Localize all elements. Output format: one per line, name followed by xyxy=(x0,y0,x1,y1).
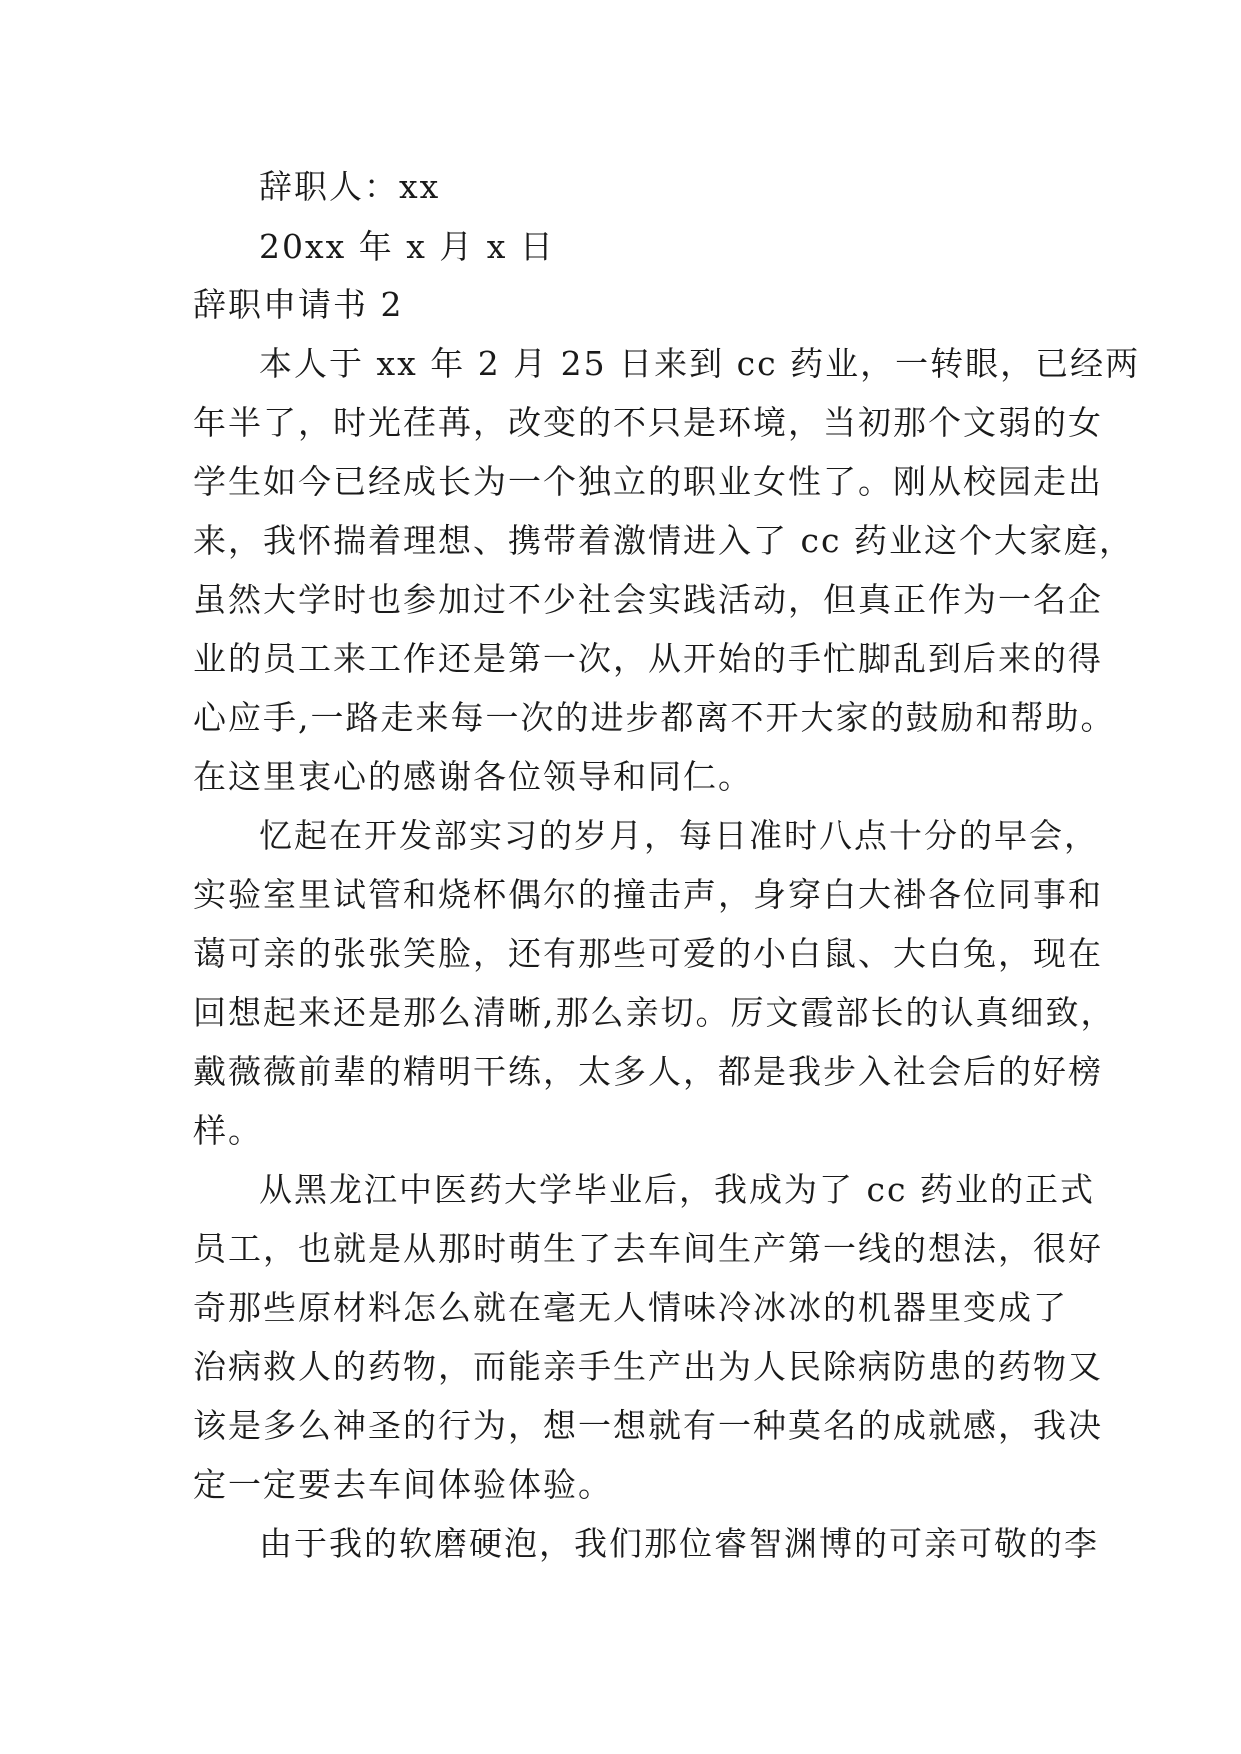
paragraph-3-line-1: 从黑龙江中医药大学毕业后，我成为了 cc 药业的正式 xyxy=(259,1170,1095,1209)
paragraph-1-line-4: 来，我怀揣着理想、携带着激情进入了 cc 药业这个大家庭， xyxy=(193,521,1134,560)
paragraph-3-line-6: 定一定要去车间体验体验。 xyxy=(193,1465,613,1504)
paragraph-1-line-3: 学生如今已经成长为一个独立的职业女性了。刚从校园走出 xyxy=(193,462,1103,501)
paragraph-1-line-7: 心应手,一路走来每一次的进步都离不开大家的鼓励和帮助。 xyxy=(193,698,1116,737)
paragraph-1-line-5: 虽然大学时也参加过不少社会实践活动，但真正作为一名企 xyxy=(193,580,1103,619)
paragraph-1-line-2: 年半了，时光荏苒，改变的不只是环境，当初那个文弱的女 xyxy=(193,403,1103,442)
signature-date: 20xx 年 x 月 x 日 xyxy=(259,227,555,266)
paragraph-1-line-8: 在这里衷心的感谢各位领导和同仁。 xyxy=(193,757,753,796)
paragraph-2-line-1: 忆起在开发部实习的岁月，每日准时八点十分的早会， xyxy=(259,816,1099,855)
paragraph-4-line-1: 由于我的软磨硬泡，我们那位睿智渊博的可亲可敬的李 xyxy=(259,1524,1099,1563)
paragraph-1-line-6: 业的员工来工作还是第一次，从开始的手忙脚乱到后来的得 xyxy=(193,639,1103,678)
paragraph-2-line-5: 戴薇薇前辈的精明干练，太多人，都是我步入社会后的好榜 xyxy=(193,1052,1103,1091)
paragraph-2-line-4: 回想起来还是那么清晰,那么亲切。厉文霞部长的认真细致， xyxy=(193,993,1116,1032)
signature-name: 辞职人：xx xyxy=(259,167,441,206)
paragraph-3-line-5: 该是多么神圣的行为，想一想就有一种莫名的成就感，我决 xyxy=(193,1406,1103,1445)
paragraph-3-line-3: 奇那些原材料怎么就在毫无人情味冷冰冰的机器里变成了 xyxy=(193,1288,1068,1327)
paragraph-2-line-6: 样。 xyxy=(193,1111,263,1150)
paragraph-2-line-2: 实验室里试管和烧杯偶尔的撞击声，身穿白大褂各位同事和 xyxy=(193,875,1103,914)
paragraph-3-line-2: 员工，也就是从那时萌生了去车间生产第一线的想法，很好 xyxy=(193,1229,1103,1268)
paragraph-2-line-3: 蔼可亲的张张笑脸，还有那些可爱的小白鼠、大白兔，现在 xyxy=(193,934,1103,973)
paragraph-1-line-1: 本人于 xx 年 2 月 25 日来到 cc 药业，一转眼，已经两 xyxy=(259,344,1141,383)
paragraph-3-line-4: 治病救人的药物，而能亲手生产出为人民除病防患的药物又 xyxy=(193,1347,1103,1386)
section-heading: 辞职申请书 2 xyxy=(193,285,404,324)
